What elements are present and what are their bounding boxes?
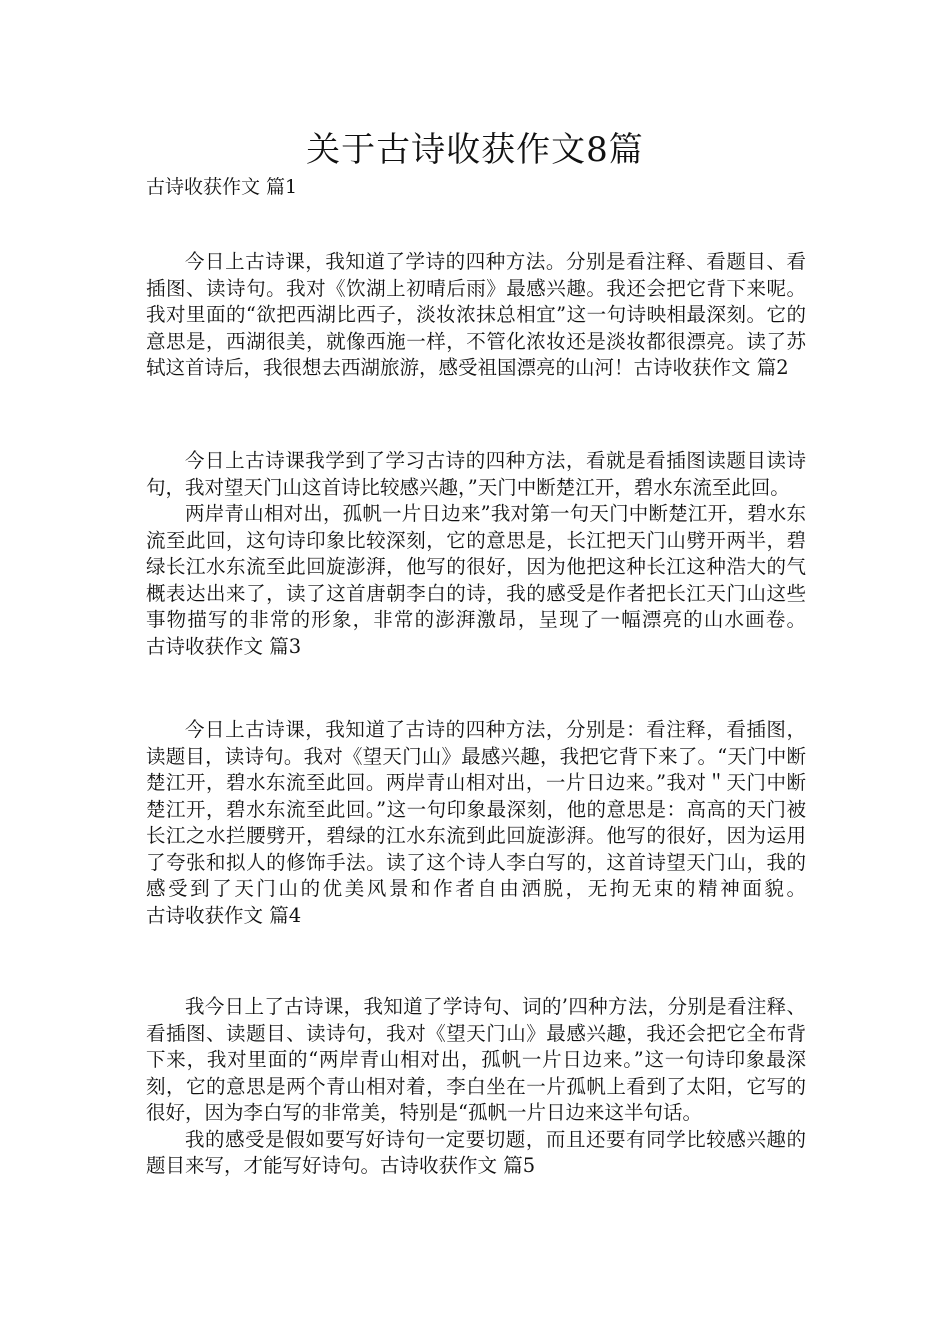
essay-paragraph [146,249,806,382]
essay-section-1 [146,249,806,382]
essay-section-2 [146,448,806,660]
section-heading-2: 古诗收获作文 篇2 [633,356,789,379]
essay-paragraph [146,501,806,660]
section-heading-5: 古诗收获作文 篇5 [380,1154,536,1177]
essay-paragraph: 我今日上了古诗课，我知道了学诗句、词的’四种方法，分别是看注释、看插图、读题目、读诗句，我对《望天门山》最感兴趣，我还会把它全布背下来，我对里面的“两岸青山相对出，孤帆一片日边来。”这一句诗印象最深刻，它的意思是两个青山相对着，李白坐在一片孤帆上看到了太阳，它写的很好，因为李白写的非常美，特别是“孤帆一片日边来这半句话。 [146,995,806,1124]
document-title: 关于古诗收获作文8篇 [306,130,644,170]
essay-paragraph [146,1127,806,1180]
paragraph-text: 今日上古诗课，我知道了学诗的四种方法。分别是看注释、看题目、看插图、读诗句。我对《饮湖上初晴后雨》最感兴趣。我还会把它背下来呢。我对里面的“欲把西湖比西子，淡妆浓抹总相宜”这一句诗映相最深刻。它的意思是，西湖很美，就像西施一样，不管化浓妆还是淡妆都很漂亮。读了苏轼这首诗后，我很想去西湖旅游，感受祖国漂亮的山河！ [146,250,806,379]
paragraph-text: 两岸青山相对出，孤帆一片日边来”我对第一句天门中断楚江开，碧水东流至此回，这句诗印象比较深刻，它的意思是，长江把天门山劈开两半，碧绿长江水东流至此回旋澎湃，他写的很好，因为他把这种长江这种浩大的气概表达出来了，读了这首唐朝李白的诗，我的感受是作者把长江天门山这些事物描写的非常的形象，非常的澎湃激昂，呈现了一幅漂亮的山水画卷。 [146,502,806,631]
essay-section-4 [146,994,806,1180]
section-heading-4: 古诗收获作文 篇4 [146,903,302,927]
essay-paragraph: 今日上古诗课我学到了学习古诗的四种方法，看就是看插图读题目读诗句，我对望天门山这首诗比较感兴趣，”天门中断楚江开，碧水东流至此回。 [146,449,806,499]
section-heading-3: 古诗收获作文 篇3 [146,634,302,658]
paragraph-text: 我的感受是假如要写好诗句一定要切题，而且还要有同学比较感兴趣的题目来写，才能写好诗句。 [146,1127,806,1177]
essay-paragraph [146,717,806,929]
paragraph-text: 今日上古诗课，我知道了古诗的四种方法，分别是：看注释，看插图，读题目，读诗句。我对《望天门山》最感兴趣，我把它背下来了。“天门中断楚江开，碧水东流至此回。两岸青山相对出，一片日边来。”我对＂天门中断楚江开，碧水东流至此回。”这一句印象最深刻，他的意思是：高高的天门被长江之水拦腰劈开，碧绿的江水东流到此回旋澎湃。他写的很好，因为运用了夸张和拟人的修饰手法。读了这个诗人李白写的，这首诗望天门山，我的感受到了天门山的优美风景和作者自由洒脱，无拘无束的精神面貌。 [146,718,806,900]
section-heading-1: 古诗收获作文 篇1 [146,176,298,198]
essay-section-3 [146,717,806,929]
